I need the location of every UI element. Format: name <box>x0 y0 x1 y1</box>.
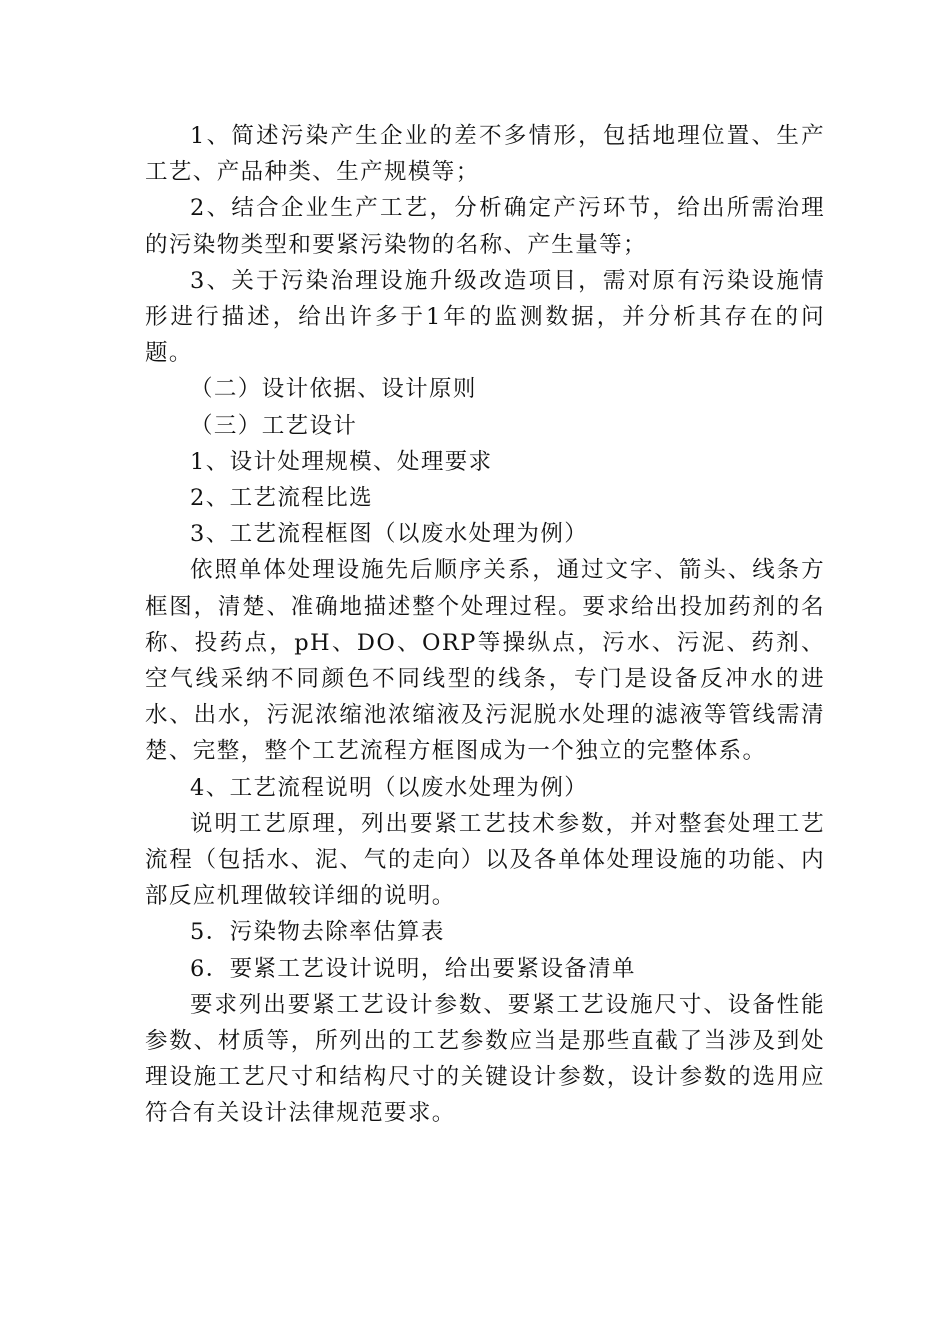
heading-process-design: （三）工艺设计 <box>190 412 358 439</box>
heading-design-basis: （二）设计依据、设计原则 <box>190 376 477 403</box>
paragraph-process-description: 说明工艺原理，列出要紧工艺技术参数，并对整套处理工艺流程（包括水、泥、气的走向）以及各单体处理设施的功能、内部反应机理做较详细的说明。 <box>145 810 825 910</box>
item-process-flowchart: 3、工艺流程框图（以废水处理为例） <box>190 521 589 548</box>
item-process-description: 4、工艺流程说明（以废水处理为例） <box>190 774 589 801</box>
paragraph-enterprise-overview: 1、简述污染产生企业的差不多情形，包括地理位置、生产工艺、产品种类、生产规模等； <box>145 123 825 186</box>
item-process-comparison: 2、工艺流程比选 <box>190 485 374 512</box>
item-equipment-list: 6．要紧工艺设计说明，给出要紧设备清单 <box>190 955 636 982</box>
paragraph-upgrade-projects: 3、关于污染治理设施升级改造项目，需对原有污染设施情形进行描述，给出许多于1年的监测数据，并分析其存在的问题。 <box>145 267 825 367</box>
item-removal-rate-table: 5．污染物去除率估算表 <box>190 919 445 946</box>
paragraph-design-parameters: 要求列出要紧工艺设计参数、要紧工艺设施尺寸、设备性能参数、材质等，所列出的工艺参数应当是那些直截了当涉及到处理设施工艺尺寸和结构尺寸的关键设计参数，设计参数的选用应符合有关设计法律规范要求。 <box>145 991 825 1127</box>
paragraph-pollution-analysis: 2、结合企业生产工艺，分析确定产污环节，给出所需治理的污染物类型和要紧污染物的名称、产生量等； <box>145 195 825 258</box>
paragraph-flowchart-requirements: 依照单体处理设施先后顺序关系，通过文字、箭头、线条方框图，清楚、准确地描述整个处理过程。要求给出投加药剂的名称、投药点，pH、DO、ORP等操纵点，污水、污泥、药剂、空气线采纳不同颜色不同线型的线条，专门是设备反冲水的进水、出水，污泥浓缩池浓缩液及污泥脱水处理的滤液等管线需清楚、完整，整个工艺流程方框图成为一个独立的完整体系。 <box>145 557 825 765</box>
document-body <box>145 118 825 1132</box>
item-design-scale: 1、设计处理规模、处理要求 <box>190 448 493 475</box>
